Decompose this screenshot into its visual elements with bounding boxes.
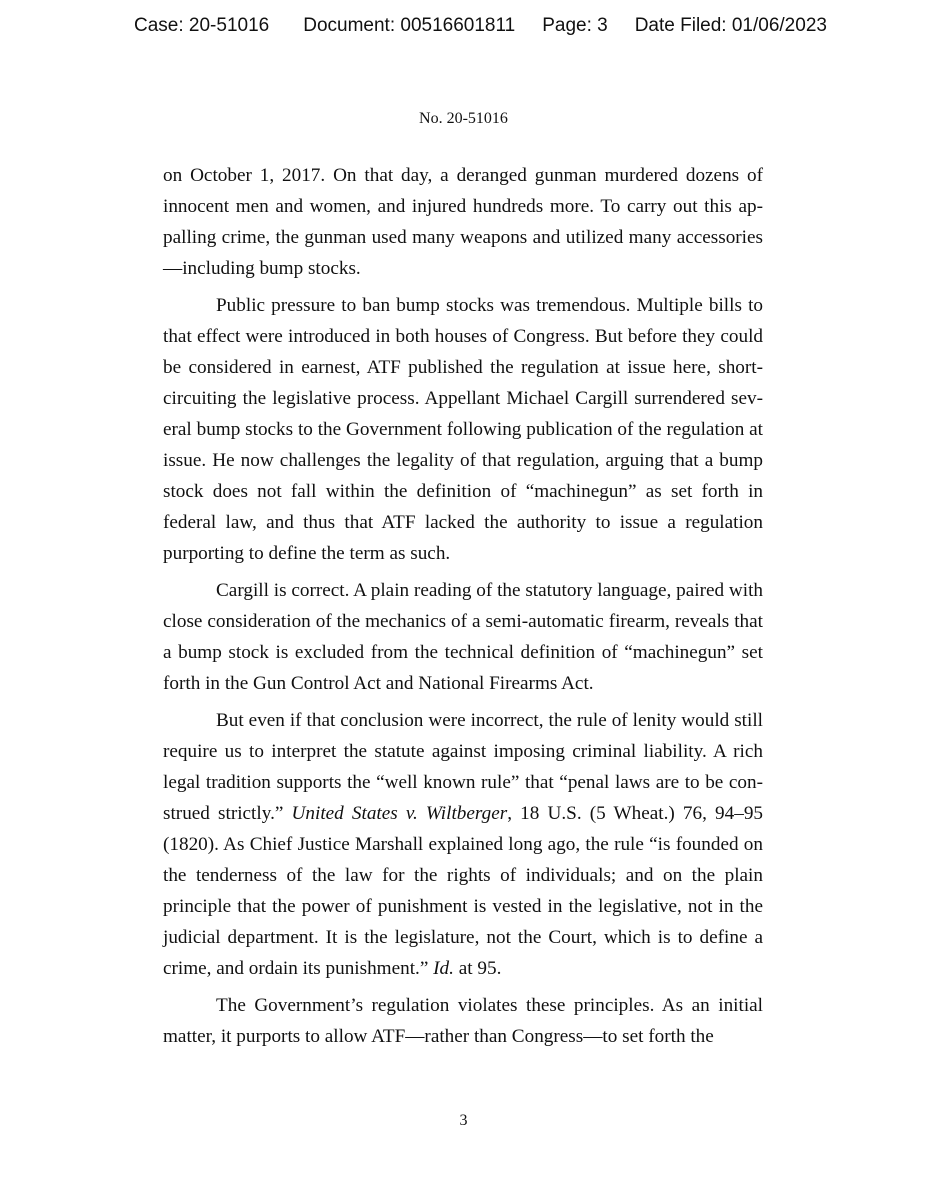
case-number: Case: 20-51016 bbox=[134, 15, 270, 36]
paragraph-3: Cargill is correct. A plain reading of the statutory language, paired with close consideration of the mechanics of a semi-automatic firearm, reveals that a bump stock is excluded from the technical definition of “machinegun” set forth in the Gun Control Act and National Firearms Act. bbox=[163, 580, 763, 694]
date-filed: Date Filed: 01/06/2023 bbox=[634, 15, 827, 36]
page-number: 3 bbox=[459, 1112, 468, 1129]
citation-id: Id. bbox=[433, 958, 454, 979]
filing-page: Page: 3 bbox=[542, 15, 608, 36]
citation-wiltberger: United States v. Wiltberger bbox=[291, 803, 508, 824]
paragraph-4-text-c: at 95. bbox=[453, 958, 502, 979]
opinion-body bbox=[163, 160, 763, 1058]
paragraph-2: Public pressure to ban bump stocks was tremendous. Multiple bills to that effect were introduced in both houses of Congress. But before they could be considered in earnest, ATF published the regulation at issue here, short-circuiting the legislative process. Appellant Michael Cargill surrendered several bump stocks to the Government following publication of the regulation at issue. He now challenges the legality of that regulation, arguing that a bump stock does not fall within the definition of “machinegun” as set forth in federal law, and thus that ATF lacked the authority to issue a regulation purporting to define the term as such. bbox=[163, 295, 763, 564]
paragraph-1: on October 1, 2017. On that day, a deranged gunman murdered dozens of innocent men and women, and injured hundreds more. To carry out this appalling crime, the gunman used many weapons and utilized many accessories—including bump stocks. bbox=[163, 165, 763, 279]
filing-header bbox=[134, 15, 827, 37]
paragraph-4 bbox=[163, 705, 763, 984]
docket-number: No. 20-51016 bbox=[419, 110, 508, 127]
paragraph-4-text-a: But even if that conclusion were incorrect, the rule of lenity would still require us to interpret the statute against imposing criminal liability. A rich legal tradition supports the “well known rule” that “penal laws are to be construed strictly.” bbox=[163, 710, 763, 824]
paragraph-4-text-b: , 18 U.S. (5 Wheat.) 76, 94–95 (1820). As Chief Justice Marshall explained long ago, the rule “is founded on the tenderness of the law for the rights of individuals; and on the plain principle that the power of punishment is vested in the legislative, not in the judicial department. It is the legislature, not the Court, which is to define a crime, and ordain its punishment.” bbox=[163, 803, 764, 979]
document-number: Document: 00516601811 bbox=[303, 15, 516, 36]
paragraph-5: The Government’s regulation violates these principles. As an initial matter, it purports to allow ATF—rather than Congress—to set forth the bbox=[163, 995, 763, 1047]
